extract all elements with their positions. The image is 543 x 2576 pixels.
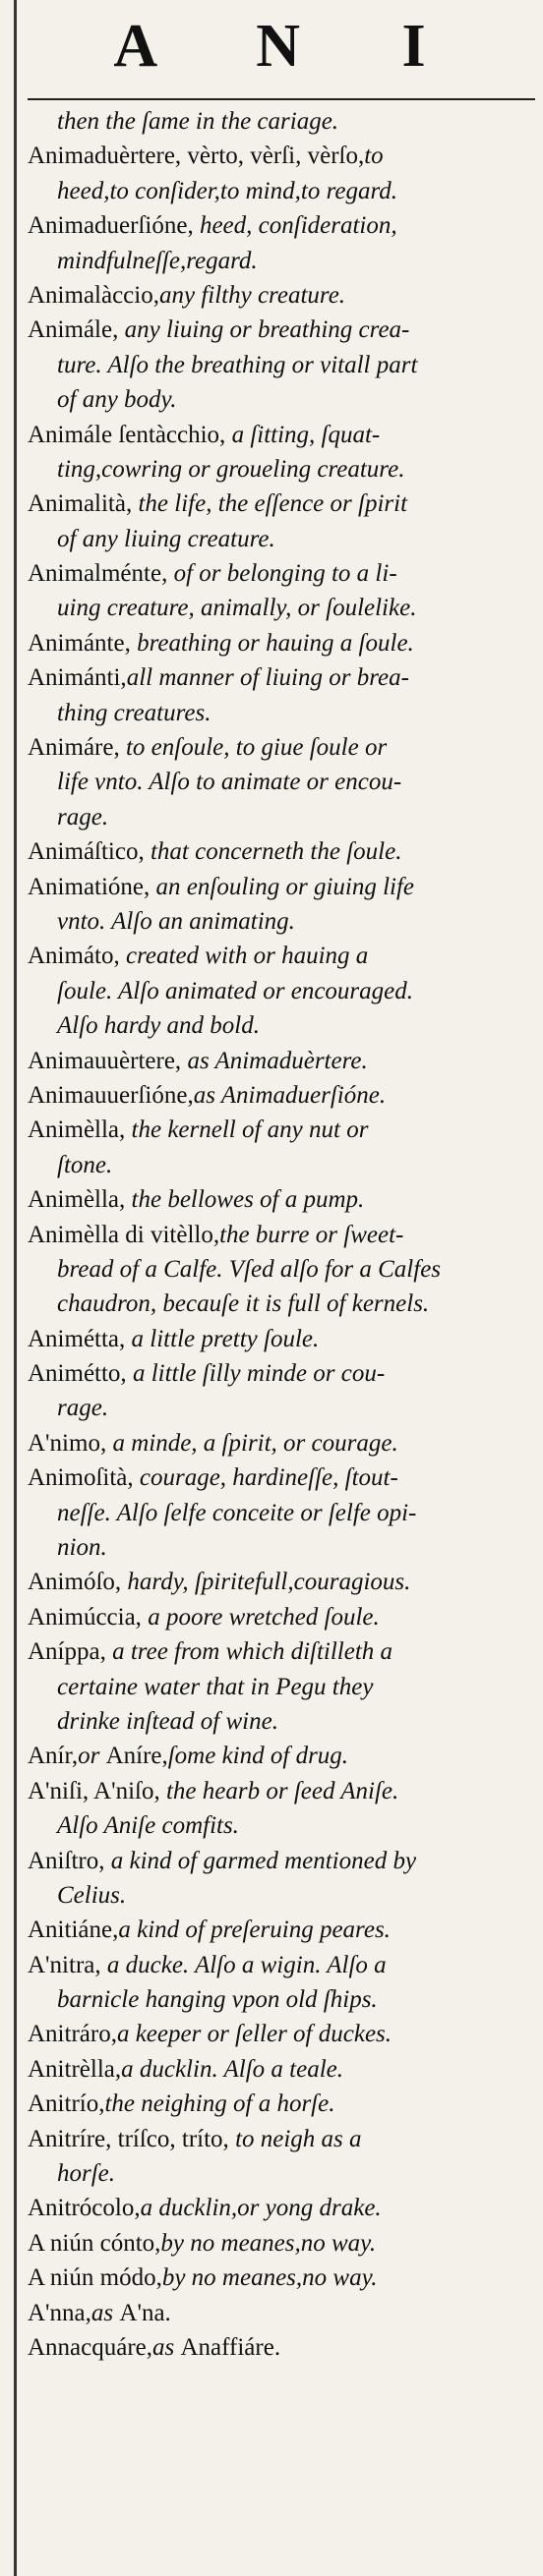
entry-first-line (28, 1322, 531, 1356)
definition: rage. (57, 1395, 109, 1422)
dictionary-entry (28, 1356, 531, 1426)
entry-first-line (28, 556, 531, 591)
entry-continuation-line (28, 1982, 531, 2017)
definition: of or belonging to a li- (167, 560, 397, 588)
headword: A'nna, (28, 2299, 91, 2326)
entry-continuation-line (28, 174, 531, 208)
definition: Alſo hardy and bold. (57, 1012, 261, 1040)
headword: Anitríre, tríſco, tríto, (28, 2125, 229, 2152)
definition: a kind of garmed mentioned by (104, 1847, 417, 1874)
headword: Anaffiáre. (180, 2334, 281, 2361)
entry-first-line (28, 1739, 531, 1773)
definition: as Animaduèrtere. (181, 1047, 368, 1074)
definition: a minde, a ſpirit, or courage. (106, 1429, 398, 1457)
entry-first-line (28, 2017, 531, 2051)
dictionary-entry (28, 2261, 531, 2295)
definition: all manner of liuing or brea- (126, 664, 409, 692)
definition: ting,cowring or groueling creature. (57, 455, 405, 483)
dictionary-entry (28, 2191, 531, 2225)
headword: Anitrèlla, (28, 2055, 122, 2083)
headword: Animalménte, (28, 560, 168, 588)
headword: Animétto, (28, 1360, 127, 1388)
definition: the hearb or ſeed Aniſe. (159, 1777, 399, 1804)
entry-first-line (28, 1078, 531, 1113)
entry-first-line (28, 278, 531, 313)
definition: a ducklin. Alſo a teale. (121, 2055, 343, 2083)
entry-continuation-line (28, 800, 531, 834)
dictionary-entry (28, 1600, 531, 1634)
definition: vnto. Alſo an animating. (57, 907, 295, 935)
entry-continuation-line (28, 104, 531, 139)
dictionary-entry (28, 2087, 531, 2121)
definition: breathing or hauing a ſoule. (130, 629, 414, 657)
definition: courage, hardineſſe, ſtout- (133, 1464, 398, 1492)
definition: ſome kind of drug. (167, 1743, 349, 1770)
entry-continuation-line (28, 1704, 531, 1739)
definition: Alſo Aniſe comfits. (57, 1812, 239, 1840)
entry-continuation-line (28, 1148, 531, 1182)
headword: Animóſo, (28, 1569, 122, 1596)
dictionary-entry (28, 2017, 531, 2051)
dictionary-entry (28, 418, 531, 487)
dictionary-entry (28, 1044, 531, 1078)
headword: Animalità, (28, 490, 133, 518)
definition: by no meanes,no way. (161, 2264, 378, 2292)
headword: A'nimo, (28, 1429, 107, 1457)
entry-first-line (28, 1356, 531, 1391)
definition: thing creatures. (57, 699, 211, 726)
definition: neſſe. Alſo ſelfe conceite or ſelfe opi- (57, 1499, 417, 1526)
dictionary-entry (28, 730, 531, 834)
headword: Animauuèrtere, (28, 1047, 182, 1074)
headword: Anitrío, (28, 2090, 105, 2118)
headword: Animánti, (28, 664, 127, 692)
definition: heed, conſideration, (193, 212, 397, 240)
headword: Animaduerſióne, (28, 212, 194, 240)
page-left-border (14, 0, 17, 2576)
definition: a little ſilly minde or cou- (126, 1360, 386, 1388)
dictionary-entry (28, 626, 531, 660)
definition: to (364, 143, 384, 170)
definition: as Animaduerſióne. (193, 1081, 387, 1109)
entry-first-line (28, 834, 531, 869)
dictionary-entry (28, 2122, 531, 2192)
entry-continuation-line (28, 244, 531, 278)
entry-first-line (28, 1218, 531, 1252)
entry-first-line (28, 730, 531, 765)
entry-first-line (28, 1913, 531, 1947)
definition: the life, the eſſence or ſpirit (132, 490, 408, 518)
headword: Animáto, (28, 943, 120, 970)
definition: a ducklin,or yong drake. (140, 2195, 382, 2222)
entry-continuation-line (28, 1670, 531, 1704)
entry-first-line (28, 1044, 531, 1078)
definition: drinke inſtead of wine. (57, 1707, 278, 1735)
headword: Animáſtico, (28, 838, 145, 866)
entry-continuation-line (28, 1496, 531, 1530)
definition: a poore wretched ſoule. (141, 1603, 380, 1631)
definition: ſtone. (57, 1151, 113, 1178)
entry-continuation-line (28, 974, 531, 1008)
definition: certaine water that in Pegu they (57, 1673, 374, 1700)
dictionary-entry (28, 104, 531, 139)
definition: created with or hauing a (119, 943, 369, 970)
definition: the kernell of any nut or (125, 1116, 369, 1144)
dictionary-entry (28, 1218, 531, 1322)
definition: a ſitting, ſquat- (225, 421, 381, 448)
headword: Animèlla, (28, 1186, 126, 1214)
entry-first-line (28, 2052, 531, 2087)
headword: A'na. (119, 2299, 171, 2326)
dictionary-entry (28, 2330, 531, 2365)
headword: Animánte, (28, 629, 131, 657)
headword: Annacquáre, (28, 2334, 153, 2361)
dictionary-entry (28, 1844, 531, 1914)
definition: as (152, 2334, 181, 2361)
headword: Animatióne, (28, 873, 151, 900)
definition: the burre or ſweet- (219, 1221, 404, 1248)
dictionary-entry (28, 487, 531, 556)
entry-first-line (28, 2330, 531, 2365)
dictionary-entry (28, 1113, 531, 1182)
headword: Anitráro, (28, 2021, 117, 2048)
entry-first-line (28, 2122, 531, 2156)
entry-continuation-line (28, 1808, 531, 1843)
headword: Anír, (28, 1743, 79, 1770)
entry-first-line (28, 2191, 531, 2225)
dictionary-entry (28, 1182, 531, 1217)
entry-first-line (28, 939, 531, 973)
headword: Anitiáne, (28, 1917, 119, 1944)
entry-first-line (28, 626, 531, 660)
headword: A niún módo, (28, 2264, 162, 2292)
entry-first-line (28, 1948, 531, 1982)
headword: Animétta, (28, 1325, 126, 1352)
dictionary-entry (28, 2296, 531, 2330)
entry-continuation-line (28, 1391, 531, 1425)
dictionary-entry (28, 834, 531, 869)
entry-first-line (28, 1460, 531, 1495)
entry-continuation-line (28, 348, 531, 382)
dictionary-entry (28, 1426, 531, 1460)
definition: a keeper or ſeller of duckes. (116, 2021, 392, 2048)
dictionary-entry (28, 278, 531, 313)
definition: any filthy creature. (158, 281, 346, 309)
headword: A'niſi, A'niſo, (28, 1777, 160, 1804)
definition: a ducke. Alſo a wigin. Alſo a (100, 1951, 387, 1978)
definition: horſe. (57, 2160, 116, 2188)
definition: bread of a Calfe. Vſed alſo for a Calfes (57, 1255, 442, 1283)
dictionary-entry (28, 139, 531, 208)
definition: chaudron, becauſe it is full of kernels. (57, 1290, 430, 1318)
headword: Animèlla di vitèllo, (28, 1221, 220, 1248)
headword: Animáre, (28, 734, 120, 762)
entry-first-line (28, 1774, 531, 1808)
definition: barnicle hanging vpon old ſhips. (57, 1986, 378, 2014)
dictionary-entry (28, 556, 531, 626)
entry-first-line (28, 418, 531, 452)
dictionary-entry (28, 1739, 531, 1773)
definition: Celius. (57, 1881, 127, 1909)
definition: mindfulneſſe,regard. (57, 247, 258, 274)
entry-first-line (28, 2087, 531, 2121)
headword: Animalàccio, (28, 281, 159, 309)
entry-continuation-line (28, 1878, 531, 1913)
entry-list (28, 104, 531, 2365)
entry-first-line (28, 870, 531, 904)
dictionary-entry (28, 1565, 531, 1599)
definition: of any body. (57, 386, 177, 414)
entry-first-line (28, 1426, 531, 1460)
dictionary-entry (28, 1078, 531, 1113)
dictionary-entry (28, 1948, 531, 2018)
dictionary-entry (28, 208, 531, 278)
definition: an enſouling or giuing life (150, 873, 415, 900)
entry-continuation-line (28, 1252, 531, 1287)
definition: the bellowes of a pump. (125, 1186, 365, 1214)
definition: or (78, 1743, 106, 1770)
entry-first-line (28, 208, 531, 243)
entry-continuation-line (28, 1008, 531, 1043)
headword: Animále, (28, 316, 119, 344)
definition: that concerneth the ſoule. (144, 838, 402, 866)
entry-first-line (28, 487, 531, 521)
definition: of any liuing creature. (57, 525, 275, 552)
entry-continuation-line (28, 696, 531, 730)
dictionary-entry (28, 1774, 531, 1844)
dictionary-entry (28, 1460, 531, 1565)
definition: a little pretty ſoule. (125, 1325, 320, 1352)
definition: ſoule. Alſo animated or encouraged. (57, 977, 413, 1004)
headword: Anitrócolo, (28, 2195, 141, 2222)
headword: Animauuerſióne, (28, 1081, 194, 1109)
entry-continuation-line (28, 452, 531, 487)
definition: to enſoule, to giue ſoule or (119, 734, 388, 762)
entry-continuation-line (28, 522, 531, 556)
dictionary-entry (28, 939, 531, 1043)
entry-first-line (28, 1844, 531, 1878)
definition: by no meanes,no way. (160, 2229, 377, 2257)
entry-continuation-line (28, 1530, 531, 1565)
headword: Animaduèrtere, vèrto, vèrſi, vèrſo, (28, 143, 365, 170)
headword: Animèlla, (28, 1116, 126, 1144)
definition: a kind of preſeruing peares. (118, 1917, 391, 1944)
definition: hardy, ſpiritefull,couragious. (121, 1569, 411, 1596)
dictionary-entry (28, 870, 531, 940)
definition: to neigh as a (228, 2125, 362, 2152)
definition: uing creature, animally, or ſoulelike. (57, 595, 417, 622)
dictionary-entry (28, 313, 531, 417)
dictionary-entry (28, 660, 531, 730)
dictionary-entry (28, 1913, 531, 1947)
definition: ture. Alſo the breathing or vitall part (57, 351, 418, 378)
entry-first-line (28, 2226, 531, 2261)
entry-first-line (28, 2296, 531, 2330)
entry-continuation-line (28, 904, 531, 939)
entry-continuation-line (28, 2156, 531, 2191)
definition: a tree from which diſtilleth a (105, 1638, 393, 1666)
entry-first-line (28, 313, 531, 347)
dictionary-entry (28, 1322, 531, 1356)
definition: life vnto. Alſo to animate or encou- (57, 769, 402, 796)
headword: Aniſtro, (28, 1847, 105, 1874)
headword: A'nitra, (28, 1951, 101, 1978)
headword: A niún cónto, (28, 2229, 161, 2257)
running-header: A N I (113, 13, 469, 80)
entry-first-line (28, 1565, 531, 1599)
entry-continuation-line (28, 382, 531, 417)
definition: as (90, 2299, 120, 2326)
entry-first-line (28, 139, 531, 173)
definition: nion. (57, 1534, 107, 1562)
definition: then the ſame in the cariage. (57, 108, 339, 135)
definition: the neighing of a horſe. (104, 2090, 335, 2118)
headword: Animúccia, (28, 1603, 142, 1631)
header-rule (28, 98, 535, 100)
dictionary-entry (28, 2052, 531, 2087)
definition: rage. (57, 803, 109, 830)
entry-first-line (28, 1113, 531, 1147)
dictionary-entry (28, 2226, 531, 2261)
headword: Aníppa, (28, 1638, 106, 1666)
entry-first-line (28, 2261, 531, 2295)
entry-continuation-line (28, 591, 531, 625)
entry-first-line (28, 1600, 531, 1634)
headword: Animoſità, (28, 1464, 134, 1492)
entry-first-line (28, 1634, 531, 1669)
dictionary-entry (28, 1634, 531, 1739)
definition: any liuing or breathing crea- (118, 316, 410, 344)
headword: Aníre, (105, 1743, 168, 1770)
definition: heed,to conſider,to mind,to regard. (57, 177, 398, 204)
headword: Animále ſentàcchio, (28, 421, 226, 448)
entry-continuation-line (28, 1287, 531, 1321)
entry-first-line (28, 1182, 531, 1217)
entry-first-line (28, 660, 531, 695)
entry-continuation-line (28, 765, 531, 799)
